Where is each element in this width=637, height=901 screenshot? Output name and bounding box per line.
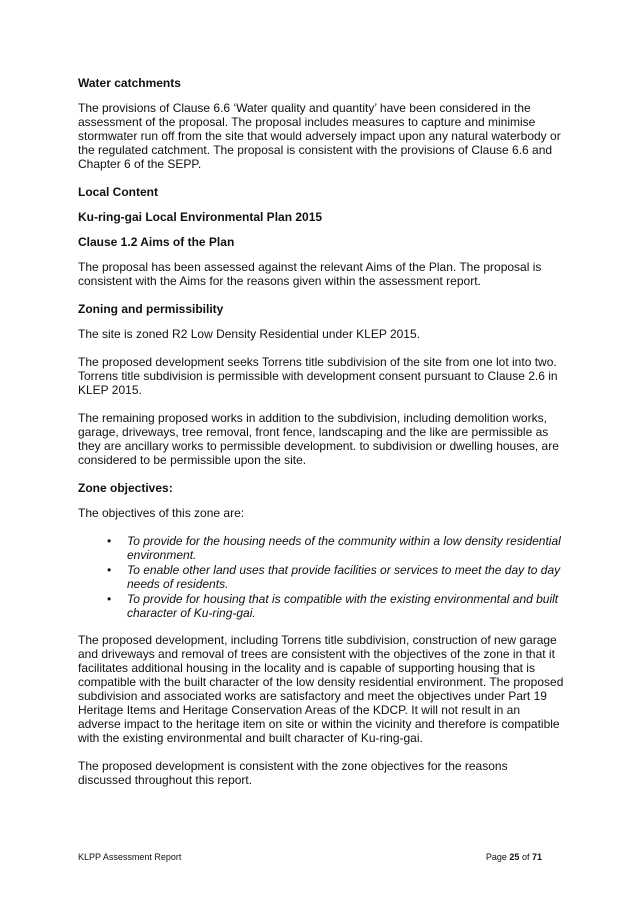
report-name: KLPP Assessment Report [78,852,182,862]
list-item: • To provide for the housing needs of the community within a low density residential environment. [107,534,561,562]
bullet-icon: • [107,563,112,577]
water-catchments-paragraph: The provisions of Clause 6.6 ‘Water quality and quantity’ have been considered in the assessment of the proposal. The proposal includes measures to capture and minimise stormwater run off from the site that would adversely impact upon any natural waterbody or the regulated catchment. The proposal is consistent with the provisions of Clause 6.6 and Chapter 6 of the SEPP. [78,101,561,171]
zone-objectives-list [78,534,564,620]
local-content-heading: Local Content [78,185,158,199]
lep-heading: Ku-ring-gai Local Environmental Plan 2015 [78,210,323,224]
objectives-discussion-paragraph: The proposed development, including Torrens title subdivision, construction of new garage and driveways and removal of trees are consistent with the objectives of the zone in that it facilitates additional housing in the locality and is capable of supporting housing that is compatible with the built character of the low density residential environment. The proposed subdivision and associated works are satisfactory and meet the objectives under Part 19 Heritage Items and Heritage Conservation Areas of the KDCP. It will not result in an adverse impact to the heritage item on site or within the vicinity and therefore is compatible with the existing environmental and built character of Ku-ring-gai. [78,633,564,745]
bullet-icon: • [107,534,112,548]
clause-paragraph: The proposal has been assessed against the relevant Aims of the Plan. The proposal is consistent with the Aims for the reasons given within the assessment report. [78,260,542,288]
zoning-paragraph-1: The site is zoned R2 Low Density Residential under KLEP 2015. [78,327,420,341]
zone-objectives-intro: The objectives of this zone are: [78,506,245,520]
bullet-icon: • [107,592,112,606]
clause-heading: Clause 1.2 Aims of the Plan [78,235,235,249]
zoning-paragraph-2: The proposed development seeks Torrens title subdivision of the site from one lot into two. Torrens title subdivision is permissible with development consent pursuant to Clause 2.6 in KLEP 2015. [78,355,558,397]
list-item: • To enable other land uses that provide facilities or services to meet the day to day needs of residents. [107,563,561,591]
page-number: Page 25 of 71 [485,852,542,862]
zoning-paragraph-3: The remaining proposed works in addition to the subdivision, including demolition works, garage, driveways, tree removal, front fence, landscaping and the like are permissible as they are ancillary works to permissible development. to subdivision or dwelling houses, are considered to be permissible upon the site. [78,411,559,467]
water-catchments-heading: Water catchments [78,76,181,90]
zoning-heading: Zoning and permissibility [78,302,224,316]
document-body [78,76,564,801]
zone-objectives-heading: Zone objectives: [78,481,173,495]
objectives-conclusion-paragraph: The proposed development is consistent with the zone objectives for the reasons discussed throughout this report. [78,759,508,787]
list-item: • To provide for housing that is compatible with the existing environmental and built character of Ku-ring-gai. [107,592,559,620]
